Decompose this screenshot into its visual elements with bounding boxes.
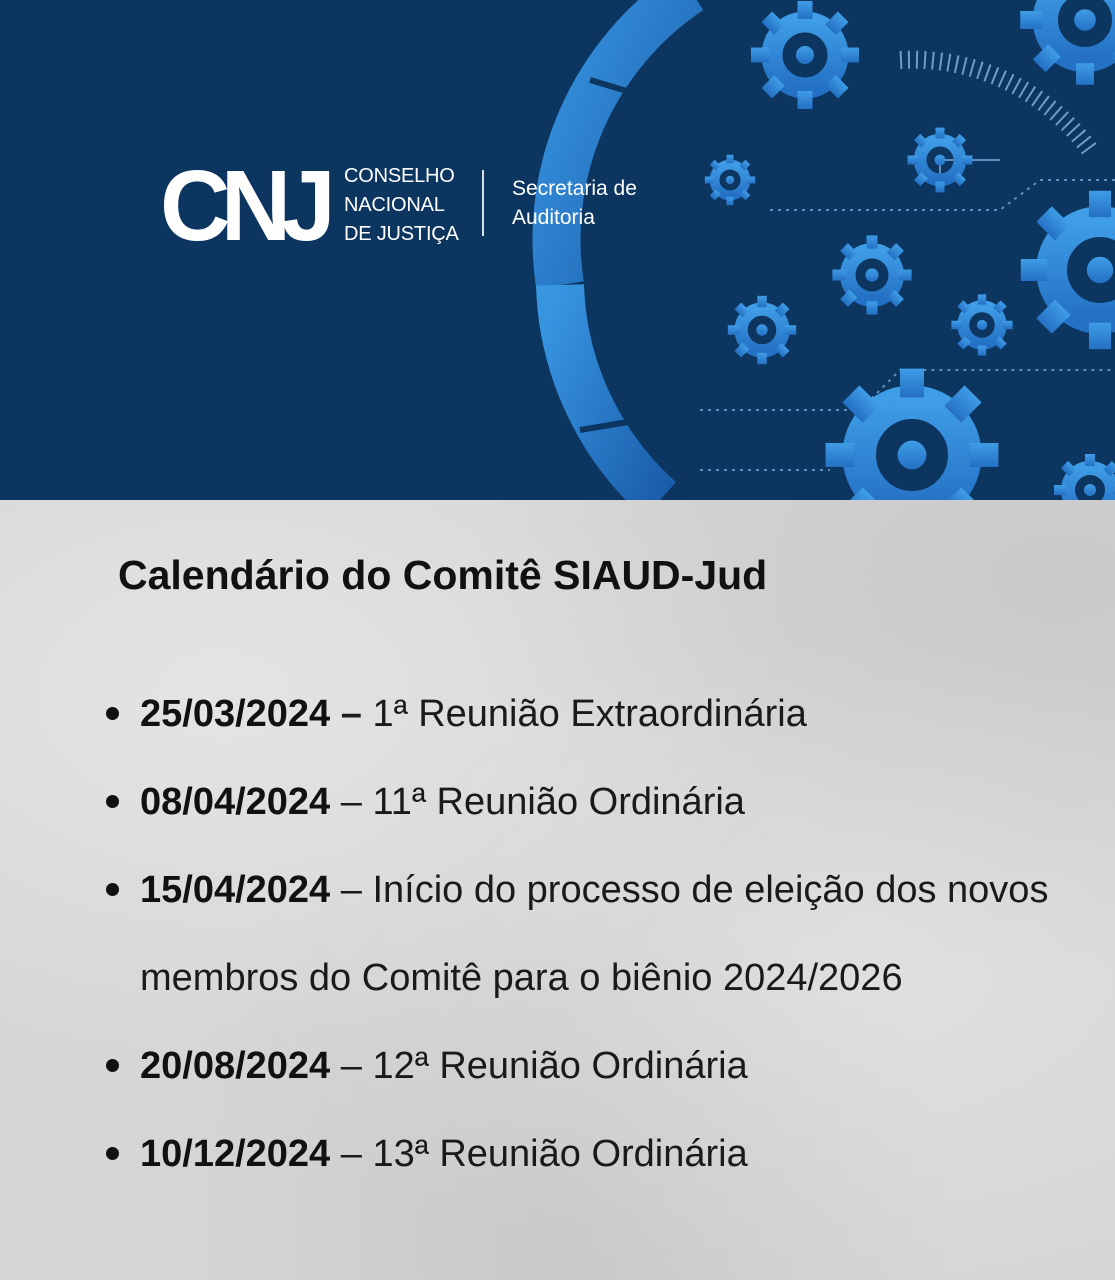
org-name-line-1: CONSELHO [344,165,455,187]
bullet-icon [106,883,119,896]
event-description: 12ª Reunião Ordinária [372,1045,748,1087]
event-separator: – [340,693,362,735]
org-name-line-2: NACIONAL [344,194,445,216]
event-item [100,670,1090,758]
event-separator: – [340,869,362,911]
event-description: 13ª Reunião Ordinária [372,1133,748,1175]
event-item [100,1022,1090,1110]
event-item [100,846,1090,1022]
bullet-icon [106,707,119,720]
unit-name-line-1: Secretaria de [512,177,637,200]
cnj-logo [160,156,680,252]
event-date: 08/04/2024 [140,781,331,823]
event-item [100,1110,1090,1198]
cnj-mark-text: CNJ [160,156,330,248]
bullet-icon [106,1059,119,1072]
event-item [100,758,1090,846]
calendar-section [0,500,1115,1280]
event-date: 25/03/2024 [140,693,331,735]
cnj-monogram [160,156,330,248]
event-separator: – [340,781,362,823]
event-separator: – [340,1133,362,1175]
event-description: 1ª Reunião Extraordinária [372,693,807,735]
header-banner [0,0,1115,500]
logo-divider [482,170,484,236]
event-description: Início do processo de eleição dos novos membros do Comitê para o biênio 2024/2026 [140,869,1049,999]
event-date: 15/04/2024 [140,869,331,911]
unit-name [512,174,637,232]
event-date: 10/12/2024 [140,1133,331,1175]
unit-name-line-2: Auditoria [512,206,595,229]
page-title: Calendário do Comitê SIAUD-Jud [118,552,768,598]
bullet-icon [106,1147,119,1160]
event-separator: – [340,1045,362,1087]
event-list [100,670,1090,1198]
event-date: 20/08/2024 [140,1045,331,1087]
org-name-line-3: DE JUSTIÇA [344,223,459,245]
event-description: 11ª Reunião Ordinária [372,781,745,823]
org-name [344,162,459,249]
bullet-icon [106,795,119,808]
